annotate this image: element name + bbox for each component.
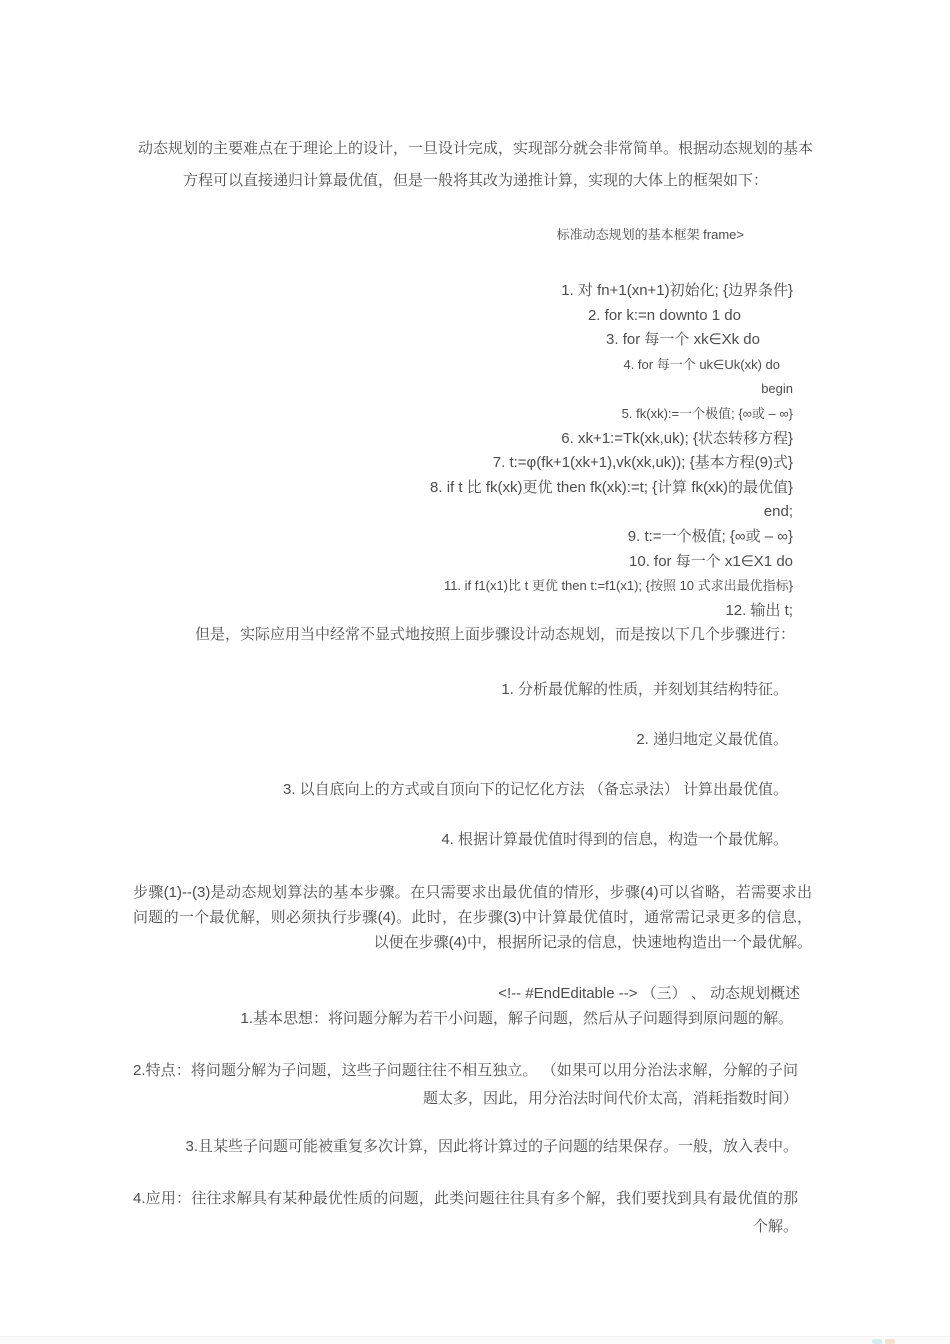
overview-section	[133, 981, 818, 1241]
transition-sentence: 但是，实际应用当中经常不显式地按照上面步骤设计动态规划，而是按以下几个步骤进行：	[194, 626, 795, 644]
steps-note-paragraph: 步骤(1)--(3)是动态规划算法的基本步骤。在只需要求出最优值的情形，步骤(4)可以省略，若需要求出问题的一个最优解，则必须执行步骤(4)。此时，在步骤(3)中计算最优值时，通常需记录更多的信息，以便在步骤(4)中，根据所记录的信息，快速地构造出一个最优解。	[133, 883, 812, 951]
algo-line-2: 2. for k:=n downto 1 do	[587, 306, 741, 324]
design-step-2: 2. 递归地定义最优值。	[636, 730, 788, 748]
watermark-dot-cyan	[872, 1339, 882, 1344]
overview-point-4: 4.应用：往往求解具有某种最优性质的问题，此类问题往往具有多个解，我们要找到具有最优值的那个解。	[133, 1189, 798, 1235]
frame-title: 标准动态规划的基本框架 frame>	[556, 227, 744, 242]
overview-point-2: 2.特点：将问题分解为子问题，这些子问题往往不相互独立。 （如果可以用分治法求解，分解的子问题太多，因此，用分治法时间代价太高，消耗指数时间）	[133, 1061, 798, 1107]
design-step-3: 3. 以自底向上的方式或自顶向下的记忆化方法 （备忘录法） 计算出最优值。	[282, 780, 788, 798]
overview-point-1: 1.基本思想：将问题分解为若干小问题，解子问题，然后从子问题得到原问题的解。	[240, 1009, 793, 1027]
intro-paragraph: 动态规划的主要难点在于理论上的设计，一旦设计完成，实现部分就会非常简单。根据动态规划的基本方程可以直接递归计算最优值，但是一般将其改为递推计算，实现的大体上的框架如下：	[137, 140, 813, 189]
algo-line-8: 8. if t 比 fk(xk)更优 then fk(xk):=t; {计算 fk(xk)的最优值}	[430, 478, 793, 496]
algo-line-4: 4. for 每一个 uk∈Uk(xk) do	[623, 356, 780, 372]
algo-line-5: 5. fk(xk):=一个极值; {∞或 – ∞}	[621, 405, 793, 421]
overview-point-3: 3.且某些子问题可能被重复多次计算，因此将计算过的子问题的结果保存。一般，放入表中。	[185, 1137, 798, 1155]
footer-strip	[0, 1336, 950, 1344]
algo-line-12: 12. 输出 t;	[725, 601, 793, 619]
algo-line-7: 7. t:=φ(fk+1(xk+1),vk(xk,uk)); {基本方程(9)式}	[492, 454, 793, 472]
algo-line-10: 10. for 每一个 x1∈X1 do	[629, 552, 793, 570]
algo-line-9: 9. t:=一个极值; {∞或 – ∞}	[627, 527, 793, 545]
algo-line-end: end;	[763, 503, 793, 521]
design-step-4: 4. 根据计算最优值时得到的信息，构造一个最优解。	[441, 830, 788, 848]
watermark-mark	[872, 1337, 895, 1344]
watermark-dot-orange	[885, 1339, 895, 1344]
algo-line-begin: begin	[761, 381, 793, 397]
article-body	[133, 118, 818, 1241]
algo-line-6: 6. xk+1:=Tk(xk,uk); {状态转移方程}	[561, 429, 793, 447]
algorithm-pseudocode	[133, 279, 818, 648]
algo-line-3: 3. for 每一个 xk∈Xk do	[606, 331, 760, 349]
design-step-1: 1. 分析最优解的性质，并刻划其结构特征。	[501, 680, 788, 698]
algo-line-11: 11. if f1(x1)比 t 更优 then t:=f1(x1); {按照 10 式求出最优指标}	[443, 578, 793, 594]
algo-line-1: 1. 对 fn+1(xn+1)初始化; {边界条件}	[561, 282, 793, 299]
section-heading: <!-- #EndEditable --> （三） 、 动态规划概述	[498, 984, 800, 1002]
design-steps-list	[133, 678, 818, 852]
